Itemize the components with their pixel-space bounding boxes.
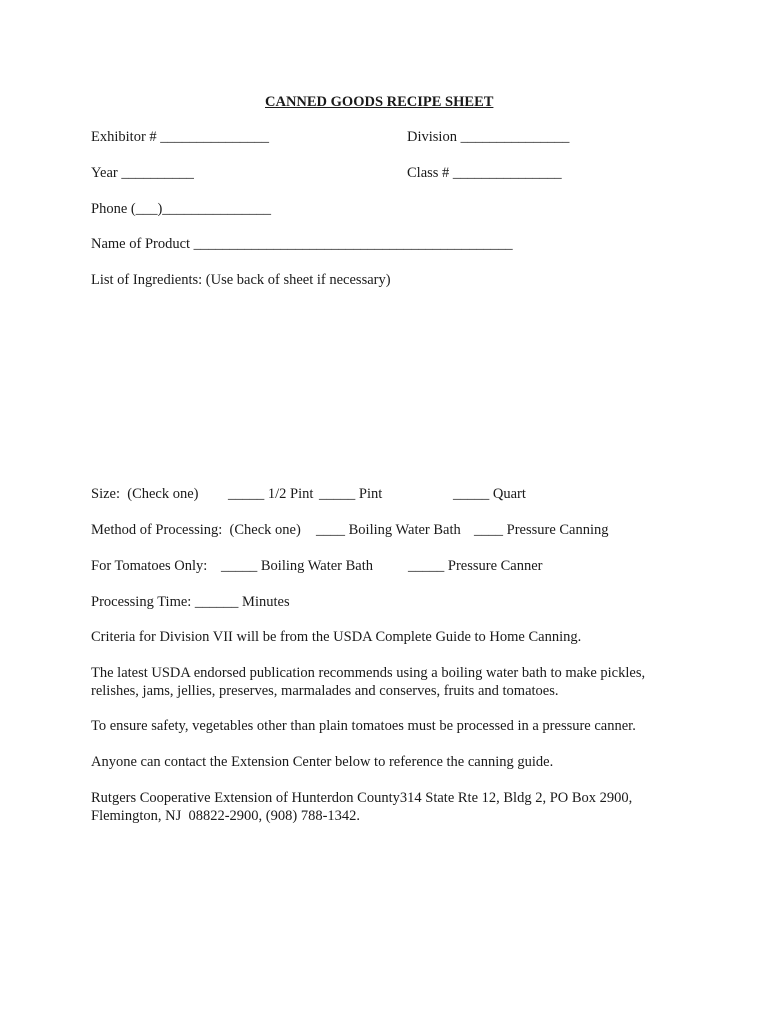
product-name-field[interactable]: Name of Product ____________________________________________ (91, 236, 513, 252)
latest-paragraph-line-2: relishes, jams, jellies, preserves, marmalades and conserves, fruits and tomatoes. (91, 683, 559, 699)
criteria-paragraph: Criteria for Division VII will be from the USDA Complete Guide to Home Canning. (91, 629, 582, 645)
contact-paragraph: Anyone can contact the Extension Center below to reference the canning guide. (91, 754, 554, 770)
address-line-2: Flemington, NJ 08822-2900, (908) 788-1342. (91, 808, 361, 824)
phone-field[interactable]: Phone (___)_______________ (91, 201, 272, 217)
method-boiling-option[interactable]: ____ Boiling Water Bath (316, 522, 461, 538)
tomatoes-boiling-option[interactable]: _____ Boiling Water Bath (221, 558, 374, 574)
exhibitor-field[interactable]: Exhibitor # _______________ (91, 129, 270, 145)
class-field[interactable]: Class # _______________ (407, 165, 562, 181)
ingredients-label: List of Ingredients: (Use back of sheet if necessary) (91, 272, 391, 288)
tomatoes-label: For Tomatoes Only: (91, 558, 208, 574)
size-half-pint-option[interactable]: _____ 1/2 Pint (228, 486, 314, 502)
year-field[interactable]: Year __________ (91, 165, 194, 181)
size-quart-option[interactable]: _____ Quart (453, 486, 526, 502)
size-pint-option[interactable]: _____ Pint (319, 486, 383, 502)
address-line-1: Rutgers Cooperative Extension of Hunterdon County314 State Rte 12, Bldg 2, PO Box 2900, (91, 790, 633, 806)
tomatoes-pressure-option[interactable]: _____ Pressure Canner (408, 558, 543, 574)
latest-paragraph-line-1: The latest USDA endorsed publication recommends using a boiling water bath to make pickles, (91, 665, 646, 681)
safety-paragraph: To ensure safety, vegetables other than plain tomatoes must be processed in a pressure canner. (91, 718, 636, 734)
size-label: Size: (Check one) (91, 486, 199, 502)
page-title: CANNED GOODS RECIPE SHEET (265, 94, 494, 110)
processing-time-field[interactable]: Processing Time: ______ Minutes (91, 594, 290, 610)
method-pressure-option[interactable]: ____ Pressure Canning (474, 522, 609, 538)
division-field[interactable]: Division _______________ (407, 129, 570, 145)
method-label: Method of Processing: (Check one) (91, 522, 301, 538)
